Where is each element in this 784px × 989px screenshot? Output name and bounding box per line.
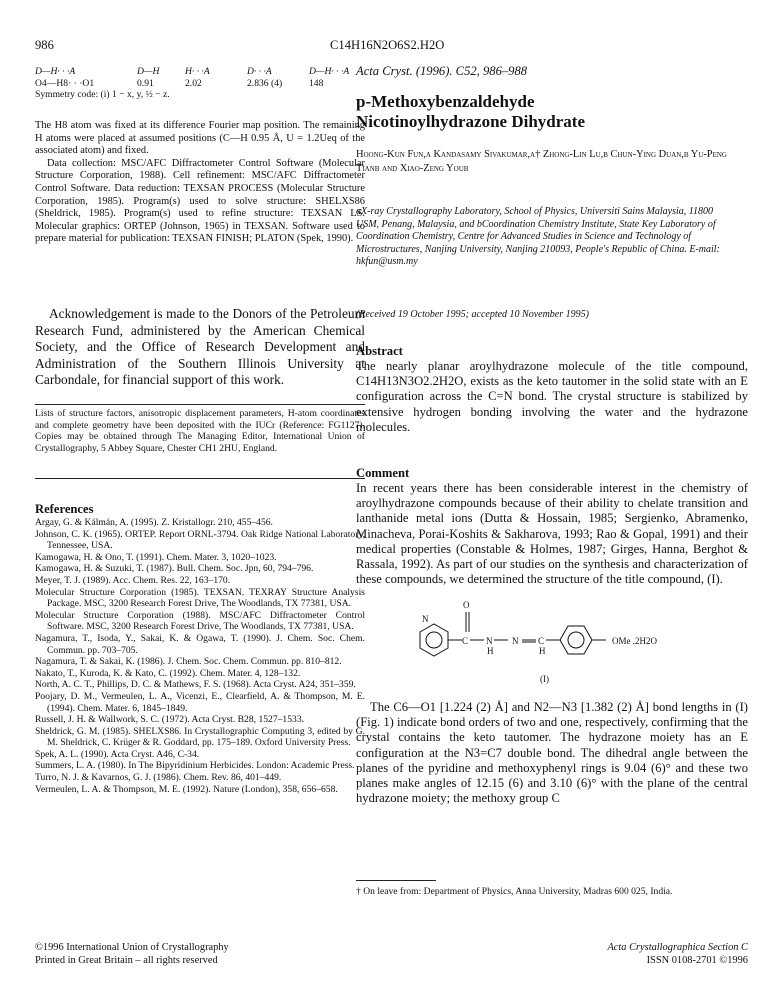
- paragraph: Acknowledgement is made to the Donors of the Petroleum Research Fund, administered by the American Chemical Society, and the Office of Research Development and Administration of the Southern Illinois University at Carbondale, for financial support of this work.: [35, 306, 365, 388]
- paragraph: Data collection: MSC/AFC Diffractometer Control Software (Molecular Structure Corporation, 1988). Cell refinement: MSC/AFC Diffractometer Control Software. Data reduction: TEXSAN PROCESS (Molecular Structure Corporation, 1985). Program(s) used to solve structure: SHELXS86 (Sheldrick, 1985). Program(s) used to refine structure: TEXSAN LS. Molecular graphics: ORTEP (Johnson, 1965) in TEXSAN. Software used to prepare material for publication: TEXSAN FINISH; PLATON (Spek, 1990).: [35, 157, 365, 245]
- svg-text:N: N: [512, 636, 519, 646]
- table-header-cell: D—H: [137, 66, 160, 77]
- abstract-section: [356, 344, 748, 435]
- received-text: (Received 19 October 1995; accepted 10 November 1995): [356, 309, 589, 320]
- table-row: [35, 78, 355, 90]
- references-list: [35, 517, 365, 795]
- footnote-text: † On leave from: Department of Physics, Anna University, Madras 600 025, India.: [356, 886, 673, 897]
- deposition-note: [35, 408, 365, 454]
- reference-item: Sheldrick, G. M. (1985). SHELXS86. In Crystallographic Computing 3, edited by G. M. Sheldrick, C. Krüger & R. Goddard, pp. 175–189. Oxford University Press.: [35, 725, 365, 749]
- table-header-cell: D· · ·A: [247, 66, 272, 77]
- reference-item: Vermeulen, L. A. & Thompson, M. E. (1992). Nature (London), 358, 656–658.: [35, 783, 338, 795]
- svg-text:N: N: [422, 614, 429, 624]
- reference-item: North, A. C. T., Phillips, D. C. & Mathews, F. S. (1968). Acta Cryst. A24, 351–359.: [35, 679, 356, 691]
- citation: Acta Cryst. (1996). C52, 986–988: [356, 64, 528, 78]
- svg-text:H: H: [539, 646, 546, 656]
- page-number: 986: [35, 38, 54, 52]
- reference-item: Poojary, D. M., Vermeulen, L. A., Vicenzi, E., Clearfield, A. & Thompson, M. E. (1994). Chem. Mater. 6, 1845–1849.: [35, 690, 365, 714]
- hbond-table-block: [35, 66, 365, 101]
- divider: [35, 478, 365, 479]
- experimental-text: [35, 120, 365, 246]
- ome-label: OMe .2H2O: [612, 636, 657, 646]
- acknowledgement: [35, 306, 365, 389]
- table-cell: 148: [309, 77, 324, 89]
- comment-continued: [356, 700, 748, 806]
- reference-item: Kamogawa, H. & Suzuki, T. (1987). Bull. Chem. Soc. Jpn, 60, 794–796.: [35, 563, 314, 575]
- svg-text:C: C: [462, 636, 469, 646]
- svg-text:N: N: [486, 636, 493, 646]
- reference-item: Summers, L. A. (1980). In The Bipyridinium Herbicides. London: Academic Press.: [35, 760, 355, 772]
- footer-left: [35, 942, 365, 967]
- svg-text:O: O: [463, 600, 470, 610]
- comment-section: [356, 466, 748, 587]
- reference-item: Molecular Structure Corporation (1988). MSC/AFC Diffractometer Control Software. MSC, 3200 Research Forest Drive, The Woodlands, TX 77381, USA.: [35, 609, 365, 633]
- pyridine-ring: [420, 624, 448, 656]
- reference-item: Russell, J. H. & Wallwork, S. C. (1972). Acta Cryst. B28, 1527–1533.: [35, 714, 305, 726]
- journal-name: Acta Crystallographica Section C: [607, 942, 748, 953]
- table-header-row: [35, 66, 355, 78]
- printed-line: Printed in Great Britain – all rights reserved: [35, 954, 218, 966]
- affiliations: [356, 206, 736, 269]
- copyright-line: ©1996 International Union of Crystallography: [35, 942, 229, 953]
- scheme-label: (I): [540, 674, 549, 684]
- author-list: [356, 148, 736, 176]
- reference-item: Nakato, T., Kuroda, K. & Kato, C. (1992). Chem. Mater. 4, 128–132.: [35, 667, 301, 679]
- footnote-divider: [356, 880, 436, 881]
- reference-item: Nagamura, T. & Sakai, K. (1986). J. Chem. Soc. Chem. Commun. pp. 810–812.: [35, 656, 342, 668]
- svg-text:C: C: [538, 636, 545, 646]
- reference-item: Nagamura, T., Isoda, Y., Sakai, K. & Ogawa, T. (1990). J. Chem. Soc. Chem. Commun. pp. 703–705.: [35, 632, 365, 656]
- table-header-cell: D—H· · ·A: [309, 66, 350, 77]
- reference-item: Kamogawa, H. & Ono, T. (1991). Chem. Mater. 3, 1020–1023.: [35, 551, 277, 563]
- phenyl-ring: [560, 626, 592, 654]
- comment-paragraph: In recent years there has been considerable interest in the chemistry of aroylhydrazone compounds because of their ability to chelate transition and lanthanide metal ions (Dutta & Hossain, 1985; Sergienko, Abramenko, Minacheva, Porai-Koshits & Sakharova, 1993; Rao & Gopal, 1991) and their medical properties (Constable & Holmes, 1987; Girges, Hanna, Berghot & Rassala, 1992). As part of our studies on the synthesis and characterization of these compounds, we determined the structure of the title compound, (I).: [356, 481, 748, 587]
- table-cell: 2.836 (4): [247, 77, 283, 89]
- issn: ISSN 0108-2701 ©1996: [646, 954, 748, 966]
- reference-item: Meyer, T. J. (1989). Acc. Chem. Res. 22, 163–170.: [35, 574, 231, 586]
- reference-item: Argay, G. & Kálmán, A. (1995). Z. Kristallogr. 210, 455–456.: [35, 517, 273, 528]
- abstract-heading: Abstract: [356, 344, 403, 358]
- chemical-structure: [400, 596, 720, 686]
- received-dates: [356, 309, 748, 322]
- reference-item: Johnson, C. K. (1965). ORTEP. Report ORNL-3794. Oak Ridge National Laboratory, Tennessee, USA.: [35, 528, 365, 552]
- running-formula: C14H16N2O6S2.H2O: [330, 38, 445, 52]
- table-header-cell: D—H· · ·A: [35, 66, 76, 77]
- symmetry-code: Symmetry code: (i) 1 − x, y, ½ − z.: [35, 89, 170, 101]
- svg-text:H: H: [487, 646, 494, 656]
- paragraph: The H8 atom was fixed at its difference Fourier map position. The remaining H atoms were placed at assumed positions (C—H 0.95 Å, U = 1.2Ueq of the associated atom) and fixed.: [35, 120, 365, 157]
- comment-paragraph: The C6—O1 [1.224 (2) Å] and N2—N3 [1.382 (2) Å] bond lengths in (I) (Fig. 1) indicate bond orders of two and one, respectively, confirming that the crystal contains the keto tautomer. The hydrazone moiety has an E configuration at the N3=C7 double bond. The dihedral angle between the planes of the pyridine and methoxyphenyl rings is 9.04 (6)° and these two planes make angles of 12.15 (6) and 3.10 (6)° with the plane of the central hydrazone moiety; the methoxy group C: [356, 700, 748, 806]
- title-text: p-Methoxybenzaldehyde Nicotinoylhydrazone Dihydrate: [356, 92, 586, 131]
- reference-item: Molecular Structure Corporation (1985). TEXSAN. TEXRAY Structure Analysis Package. MSC, 3200 Research Forest Drive, The Woodlands, TX 77381, USA.: [35, 586, 365, 610]
- paragraph: Lists of structure factors, anisotropic displacement parameters, H-atom coordinates and complete geometry have been deposited with the IUCr (Reference: FG1127). Copies may be obtained through The Managing Editor, International Union of Crystallography, 5 Abbey Square, Chester CH1 2HU, England.: [35, 408, 365, 454]
- references-section: [35, 502, 365, 795]
- reference-item: Spek, A. L. (1990). Acta Cryst. A46, C-34.: [35, 748, 200, 760]
- table-cell: 0.91: [137, 77, 154, 89]
- footnote: [356, 886, 748, 898]
- table-header-cell: H· · ·A: [185, 66, 210, 77]
- table-cell: O4—H8· · ·O1: [35, 77, 95, 89]
- article-title: [356, 92, 656, 132]
- comment-heading: Comment: [356, 466, 410, 480]
- journal-footer: [607, 942, 748, 967]
- table-cell: 2.02: [185, 77, 202, 89]
- references-heading: References: [35, 502, 94, 516]
- affiliation-text: aX-ray Crystallography Laboratory, School of Physics, Universiti Sains Malaysia, 11800 USM, Penang, Malaysia, and bCoordination Chemistry Institute, State Key Laboratory of Coordination Chemistry, Centre for Advanced Studies in Science and Technology of Microstructures, Nanjing University, Nanjing 210093, People's Republic of China. E-mail: hkfun@usm.my: [356, 206, 720, 268]
- reference-item: Turro, N. J. & Kavarnos, G. J. (1986). Chem. Rev. 86, 401–449.: [35, 772, 282, 784]
- divider: [35, 404, 365, 405]
- abstract-text: The nearly planar aroylhydrazone molecule of the title compound, C14H13N3O2.2H2O, exists as the keto tautomer in the solid state with an E configuration across the C=N bond. The crystal structure is stabilized by extensive hydrogen bonding involving the water and the hydrazone molecules.: [356, 359, 748, 434]
- authors-text: Hoong-Kun Fun,a Kandasamy Sivakumar,a† Zhong-Lin Lu,b Chun-Ying Duan,b Yu-Peng Tianb and Xiao-Zeng Youb: [356, 149, 727, 174]
- hbond-table: [35, 66, 355, 89]
